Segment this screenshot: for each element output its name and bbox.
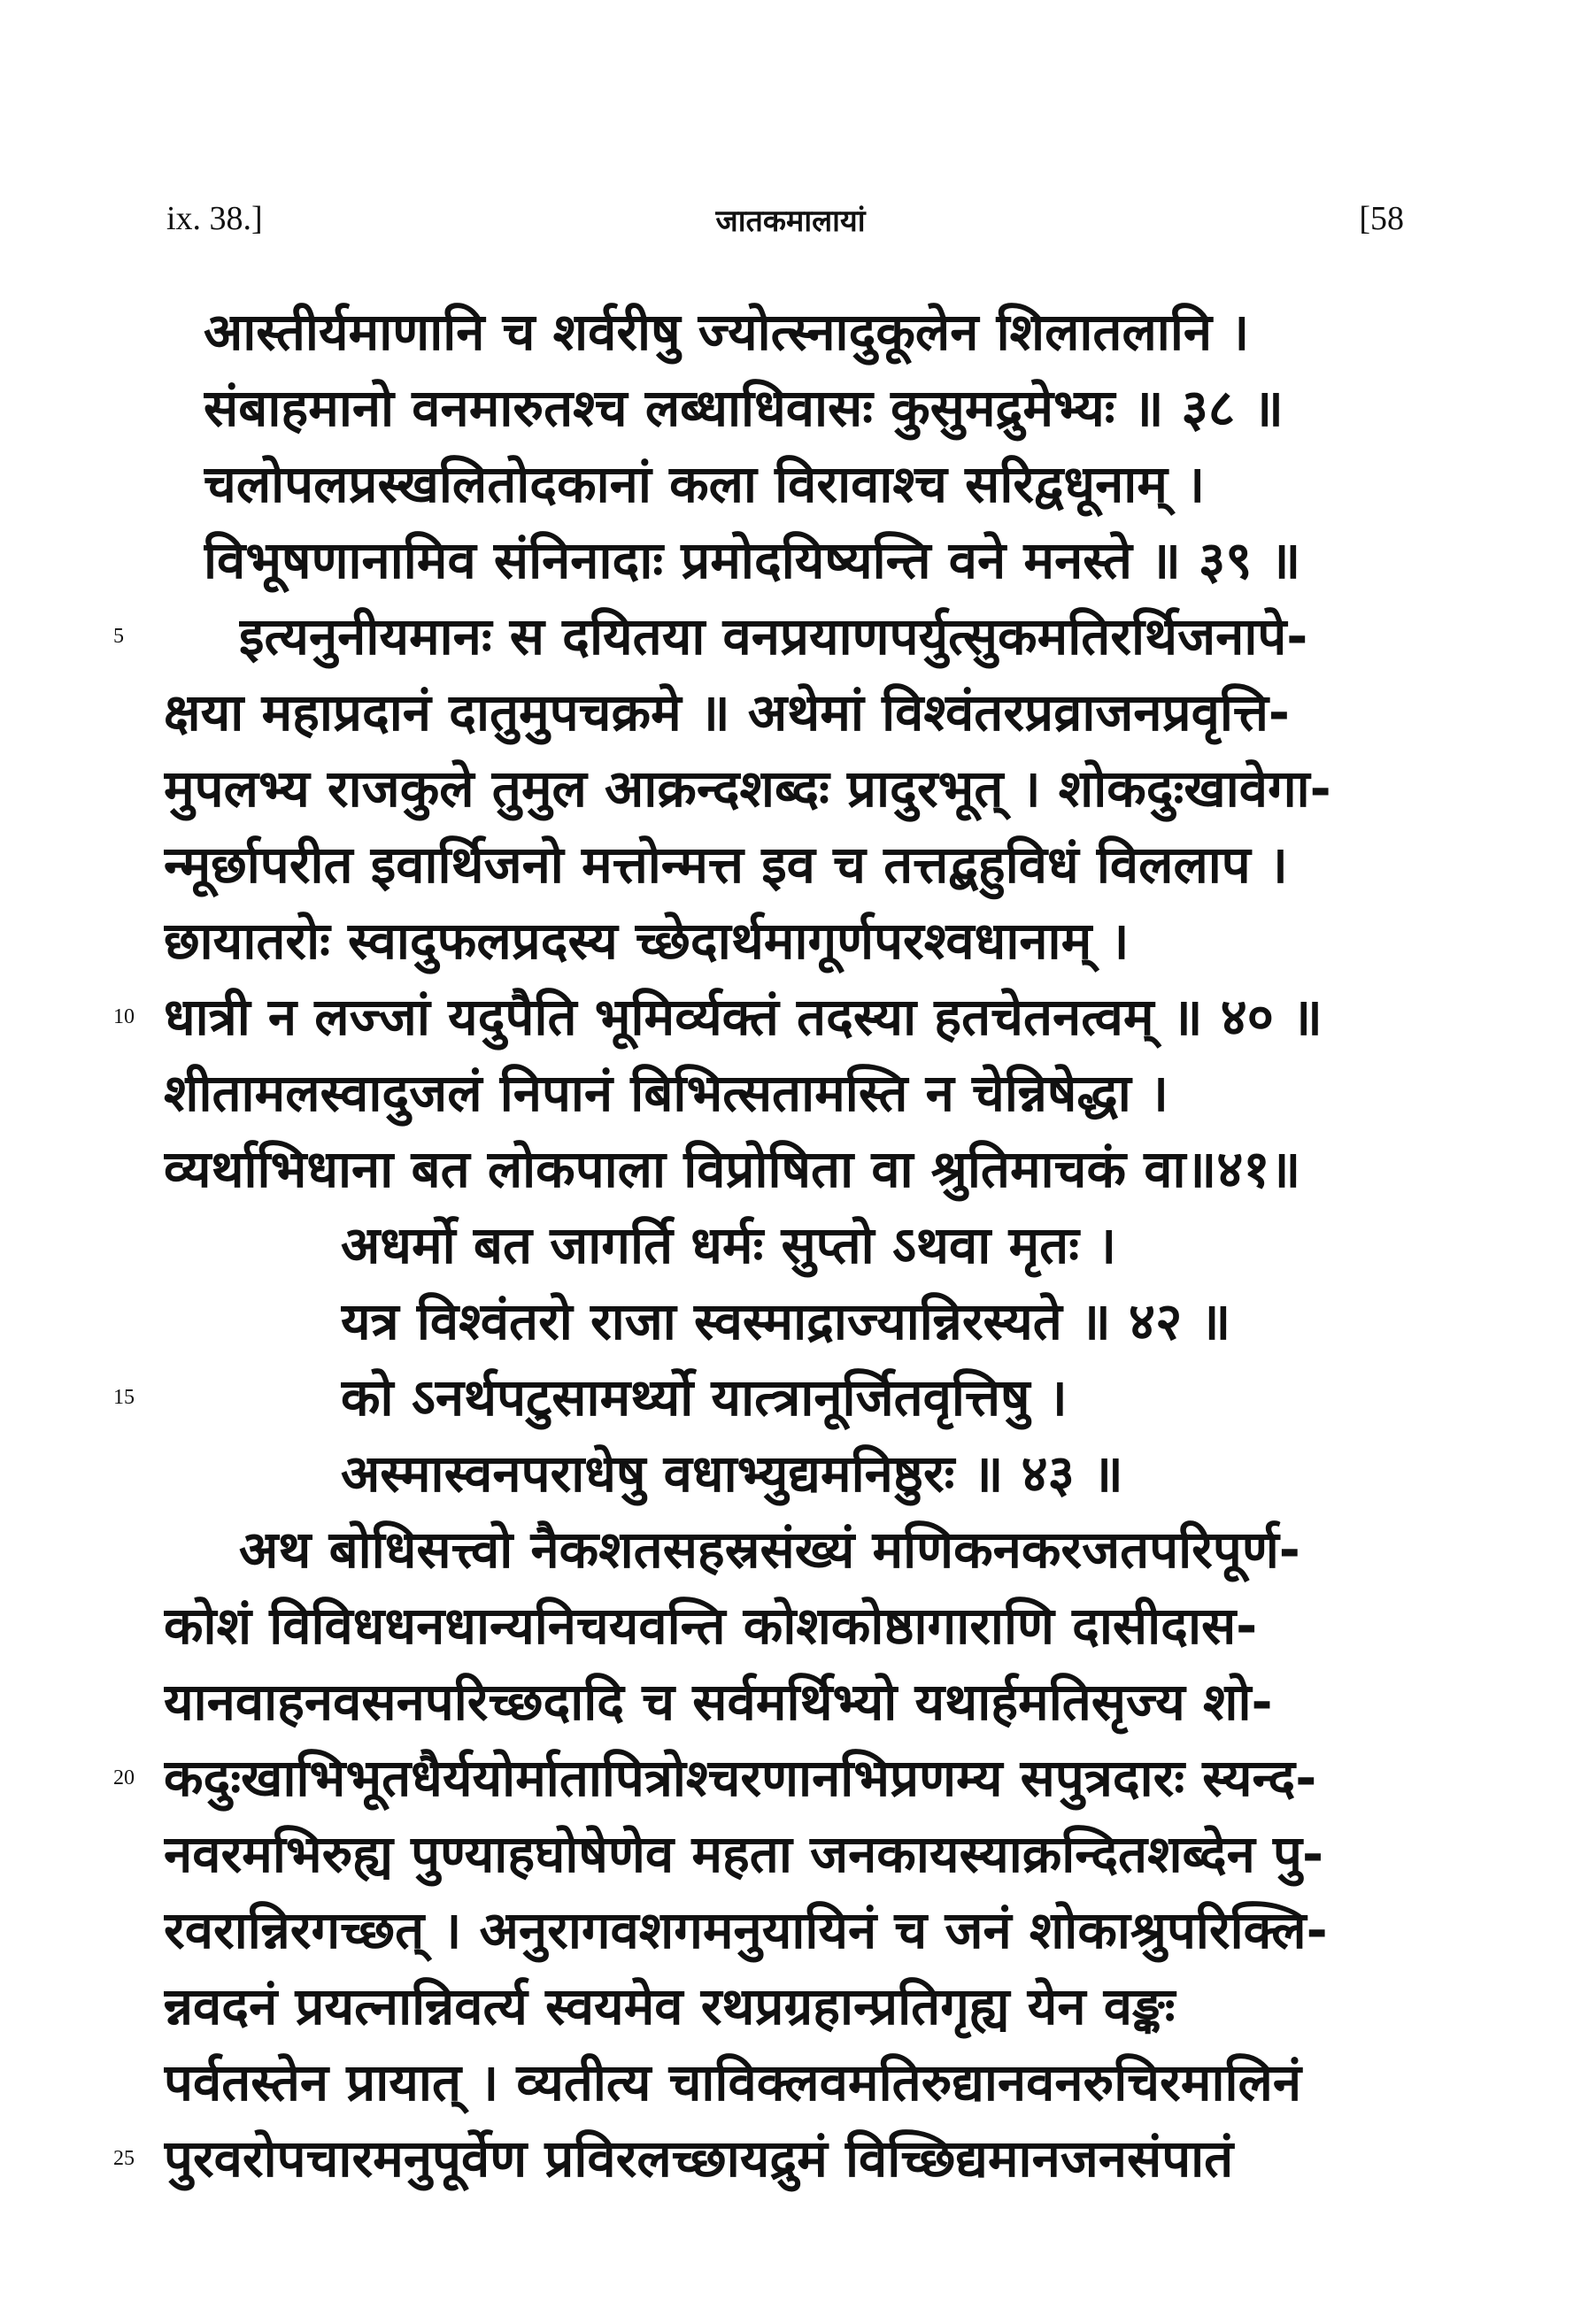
text-body [0,294,1581,2197]
line-number: 10 [113,1005,135,1028]
line-text: पर्वतस्तेन प्रायात् । व्यतीत्य चाविक्लवमतिरुद्यानवनरुचिरमालिनं [164,2052,1302,2112]
text-line [0,1740,1581,1816]
text-line [0,827,1581,903]
line-text: न्नवदनं प्रयत्नान्निवर्त्य स्वयमेव रथप्रग्रहान्प्रतिगृह्य येन वङ्कः [164,1976,1176,2036]
text-line [0,1968,1581,2044]
line-text: यानवाहनवसनपरिच्छदादि च सर्वमर्थिभ्यो यथार्हमतिसृज्य शो- [164,1672,1273,1732]
line-text: धात्री न लज्जां यदुपैति भूमिर्व्यक्तं तदस्या हतचेतनत्वम् ॥ ४० ॥ [164,987,1323,1047]
text-line [0,1816,1581,1892]
running-title: जातकमालायां [715,204,866,239]
text-line [0,979,1581,1055]
line-number: 15 [113,1386,135,1409]
line-text: रवरान्निरगच्छत् । अनुरागवशगमनुयायिनं च जनं शोकाश्रुपरिक्लि- [164,1900,1328,1960]
text-line [0,1892,1581,1968]
line-text: चलोपलप्रस्खलितोदकानां कला विरावाश्च सरिद्वधूनाम् । [204,454,1206,514]
line-text: न्मूर्छापरीत इवार्थिजनो मत्तोन्मत्त इव च तत्तद्बहुविधं विललाप । [164,835,1288,895]
line-text: आस्तीर्यमाणानि च शर्वरीषु ज्योत्स्नादुकूलेन शिलातलानि । [204,302,1250,362]
text-line [0,1283,1581,1359]
line-text: को ऽनर्थपटुसामर्थ्यो यात्त्रानूर्जितवृत्तिषु । [341,1367,1068,1427]
line-text: यत्र विश्वंतरो राजा स्वस्माद्राज्यान्निरस्यते ॥ ४२ ॥ [341,1291,1231,1351]
text-line [0,1359,1581,1435]
line-number: 5 [113,625,124,648]
line-number: 25 [113,2147,135,2170]
text-line [0,598,1581,674]
line-text: अस्मास्वनपराधेषु वधाभ्युद्यमनिष्ठुरः ॥ ४३ ॥ [341,1443,1123,1504]
text-line [0,1207,1581,1283]
line-text: अधर्मो बत जागर्ति धर्मः सुप्तो ऽथवा मृतः । [341,1215,1117,1275]
text-line [0,1588,1581,1664]
text-line [0,2120,1581,2197]
line-number: 20 [113,1766,135,1789]
text-line [0,522,1581,598]
text-line [0,294,1581,370]
text-line [0,1664,1581,1740]
line-text: मुपलभ्य राजकुले तुमुल आक्रन्दशब्दः प्रादुरभूत् । शोकदुःखावेगा- [164,758,1331,819]
line-text: अथ बोधिसत्त्वो नैकशतसहस्रसंख्यं मणिकनकरजतपरिपूर्ण- [239,1520,1300,1580]
line-text: कोशं विविधधनधान्यनिचयवन्ति कोशकोष्ठागाराणि दासीदास- [164,1596,1258,1656]
text-line [0,1435,1581,1512]
text-line [0,750,1581,827]
line-text: नवरमभिरुह्य पुण्याहघोषेणेव महता जनकायस्याक्रन्दितशब्देन पु- [164,1824,1324,1884]
line-text: संबाहमानो वनमारुतश्च लब्धाधिवासः कुसुमद्रुमेभ्यः ॥ ३८ ॥ [204,378,1284,438]
section-reference: ix. 38.] [166,200,263,237]
page-number: [58 [1359,200,1404,237]
line-text: कदुःखाभिभूतधैर्ययोर्मातापित्रोश्चरणानभिप्रणम्य सपुत्रदारः स्यन्द- [164,1748,1317,1808]
line-text: व्यर्थाभिधाना बत लोकपाला विप्रोषिता वा श्रुतिमाचकं वा॥४१॥ [164,1139,1301,1199]
text-line [0,370,1581,446]
text-line [0,903,1581,979]
text-line [0,674,1581,750]
line-text: क्षया महाप्रदानं दातुमुपचक्रमे ॥ अथेमां विश्वंतरप्रव्राजनप्रवृत्ति- [164,682,1290,743]
text-line [0,446,1581,522]
text-line [0,1131,1581,1207]
line-text: छायातरोः स्वादुफलप्रदस्य च्छेदार्थमागूर्णपरश्वधानाम् । [164,911,1130,971]
text-line [0,1055,1581,1131]
text-line [0,1512,1581,1588]
line-text: विभूषणानामिव संनिनादाः प्रमोदयिष्यन्ति वने मनस्ते ॥ ३९ ॥ [204,530,1301,590]
text-line [0,2044,1581,2120]
page-header [0,199,1581,252]
line-text: पुरवरोपचारमनुपूर्वेण प्रविरलच्छायद्रुमं विच्छिद्यमानजनसंपातं [164,2128,1234,2189]
line-text: इत्यनुनीयमानः स दयितया वनप्रयाणपर्युत्सुकमतिरर्थिजनापे- [239,606,1308,666]
line-text: शीतामलस्वादुजलं निपानं बिभित्सतामस्ति न चेन्निषेद्धा । [164,1063,1168,1123]
